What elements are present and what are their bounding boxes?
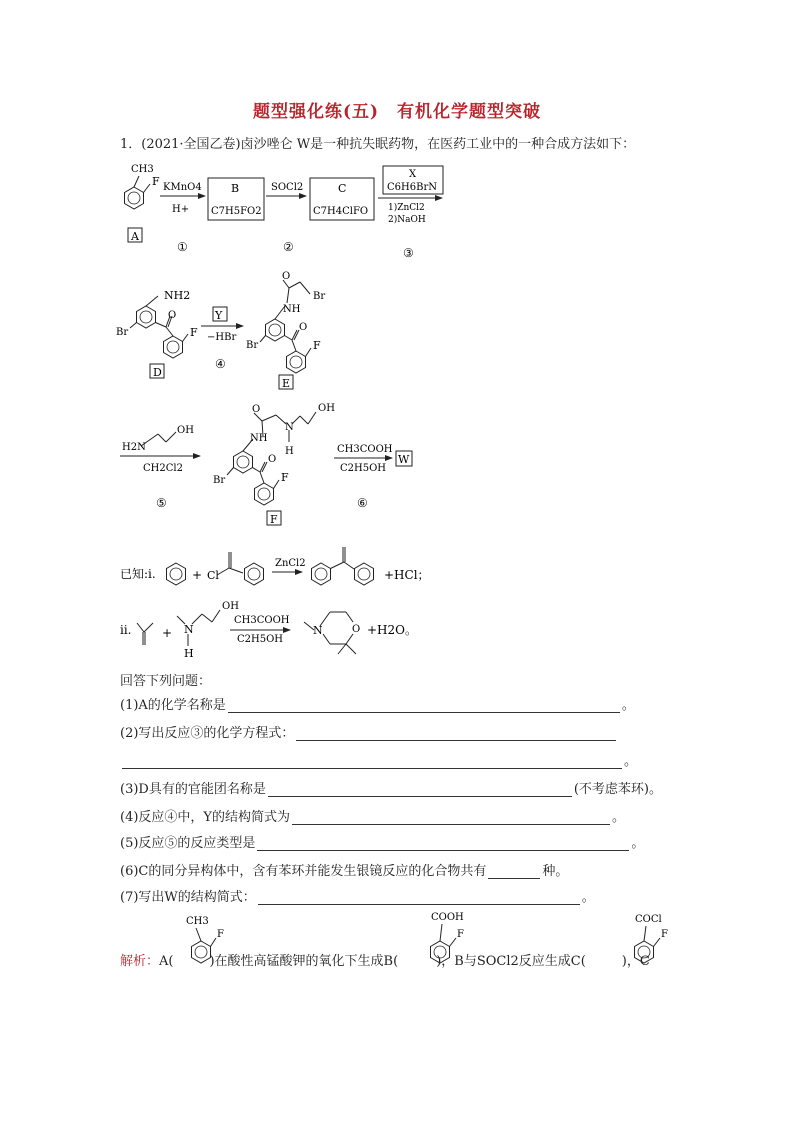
- D-f-text: F: [190, 326, 198, 339]
- F-n-text: N: [285, 422, 294, 433]
- known-h-label: H: [184, 647, 194, 660]
- questions-prompt: 回答下列问题：: [120, 674, 212, 689]
- W-label: W: [398, 453, 410, 466]
- step2-reagent: SOCl2: [271, 182, 304, 193]
- answer-blank-2a[interactable]: [296, 726, 616, 741]
- F-o-text: O: [252, 404, 261, 415]
- E-f-text: F: [313, 339, 321, 352]
- step6-reagent-bottom: C2H5OH: [340, 463, 387, 474]
- step3-condition-2: 2)NaOH: [388, 215, 426, 225]
- A-f-text: F: [152, 175, 160, 188]
- known-plus-2: +: [162, 626, 173, 640]
- analysis-label: 解析：: [120, 954, 160, 969]
- X-formula: C6H6BrN: [387, 182, 437, 193]
- F-label: F: [270, 513, 278, 526]
- analysis-C-cocl: COCl: [635, 914, 662, 925]
- step3-condition-1: 1)ZnCl2: [388, 203, 425, 213]
- F-br-text: Br: [213, 475, 226, 486]
- analysis-B-f: F: [457, 929, 464, 940]
- step1-number: ①: [177, 240, 188, 254]
- D-nh2-text: NH2: [164, 289, 191, 302]
- known-hcl: +HCl；: [384, 568, 430, 582]
- question-2: (2)写出反应③的化学方程式：: [120, 722, 618, 741]
- question-2-continued: 。: [120, 750, 637, 769]
- compound-A-structure: [125, 176, 151, 209]
- step5-number: ⑤: [156, 496, 167, 510]
- step5-solvent: CH2Cl2: [143, 463, 183, 474]
- known-ii-reagent-bottom: C2H5OH: [237, 634, 284, 645]
- known-oh-label: OH: [222, 601, 239, 612]
- step4-reagent: −HBr: [207, 332, 237, 343]
- answer-blank-3[interactable]: [268, 782, 572, 797]
- D-br-text: Br: [116, 327, 129, 338]
- question-3: (3)D具有的官能团名称是 (不考虑苯环)。: [120, 782, 662, 797]
- X-label: X: [409, 169, 417, 180]
- question-6: (6)C的同分异构体中，含有苯环并能发生银镜反应的化合物共有 种。: [120, 864, 569, 879]
- step2-number: ②: [283, 240, 294, 254]
- known-i-label: 已知:ⅰ.: [120, 567, 156, 581]
- step6-number: ⑥: [357, 496, 368, 510]
- step4-number: ④: [215, 357, 226, 371]
- C-formula: C7H4ClFO: [313, 206, 369, 217]
- step1-reagent-bottom: H+: [172, 204, 190, 215]
- known-ii-reagent-top: CH3COOH: [234, 615, 290, 626]
- known-h2o: +H2O。: [367, 623, 417, 637]
- analysis-C-f: F: [661, 929, 668, 940]
- Y-label: Y: [215, 309, 223, 322]
- known-product-n: N: [313, 624, 323, 637]
- answer-blank-1[interactable]: [228, 698, 620, 713]
- E-o2-text: O: [299, 322, 308, 333]
- known-product-o: O: [352, 624, 361, 635]
- page-title: 题型强化练(五) 有机化学题型突破: [252, 102, 542, 122]
- A-ch3-text: CH3: [131, 164, 154, 175]
- step6-reagent-top: CH3COOH: [337, 444, 393, 455]
- question-4: (4)反应④中，Y的结构简式为 。: [120, 810, 626, 825]
- step3-number: ③: [403, 246, 414, 260]
- F-o2-text: O: [268, 454, 277, 465]
- E-o-text: O: [282, 271, 291, 282]
- analysis-line: 解析：A( )在酸性高锰酸钾的氧化下生成B( )，B与SOCl2反应生成C( )，C: [120, 954, 650, 969]
- B-label: B: [231, 182, 240, 195]
- step5-h2n-text: H2N: [122, 442, 146, 453]
- answer-blank-5[interactable]: [257, 836, 629, 851]
- answer-blank-6[interactable]: [488, 864, 540, 879]
- D-label: D: [153, 366, 162, 379]
- known-ii-label: ⅱ.: [120, 623, 132, 637]
- answer-blank-2b[interactable]: [122, 754, 622, 769]
- C-label: C: [338, 182, 347, 195]
- F-f-text: F: [281, 471, 289, 484]
- known-zncl2: ZnCl2: [275, 558, 306, 569]
- answer-blank-4[interactable]: [292, 810, 610, 825]
- analysis-A-f: F: [217, 929, 224, 940]
- E-br-text: Br: [246, 340, 259, 351]
- known-cl-text: Cl: [207, 569, 219, 582]
- E-nh-text: NH: [283, 304, 301, 315]
- D-o-text: O: [168, 310, 177, 321]
- question-7: (7)写出W的结构简式： 。: [120, 890, 595, 905]
- F-nh-text: NH: [250, 433, 268, 444]
- question-5: (5)反应⑤的反应类型是 。: [120, 836, 645, 851]
- analysis-B-cooh: COOH: [431, 912, 464, 923]
- compound-D-structure: [130, 296, 188, 358]
- analysis-A-ch3: CH3: [186, 916, 209, 927]
- B-formula: C7H5FO2: [211, 206, 262, 217]
- step1-reagent-top: KMnO4: [163, 182, 202, 193]
- A-label: A: [131, 230, 139, 243]
- step5-oh-text: OH: [177, 425, 194, 436]
- E-label: E: [282, 377, 291, 390]
- F-h-text: H: [285, 446, 294, 457]
- known-plus-1: +: [192, 568, 203, 582]
- E-br-top-text: Br: [313, 291, 326, 302]
- known-n-label: N: [184, 623, 194, 636]
- F-oh-text: OH: [318, 403, 335, 414]
- question-1: (1)A的化学名称是 。: [120, 698, 635, 713]
- question-intro: 1．(2021·全国乙卷)卤沙唑仑 W是一种抗失眠药物，在医药工业中的一种合成方法如下：: [120, 137, 636, 152]
